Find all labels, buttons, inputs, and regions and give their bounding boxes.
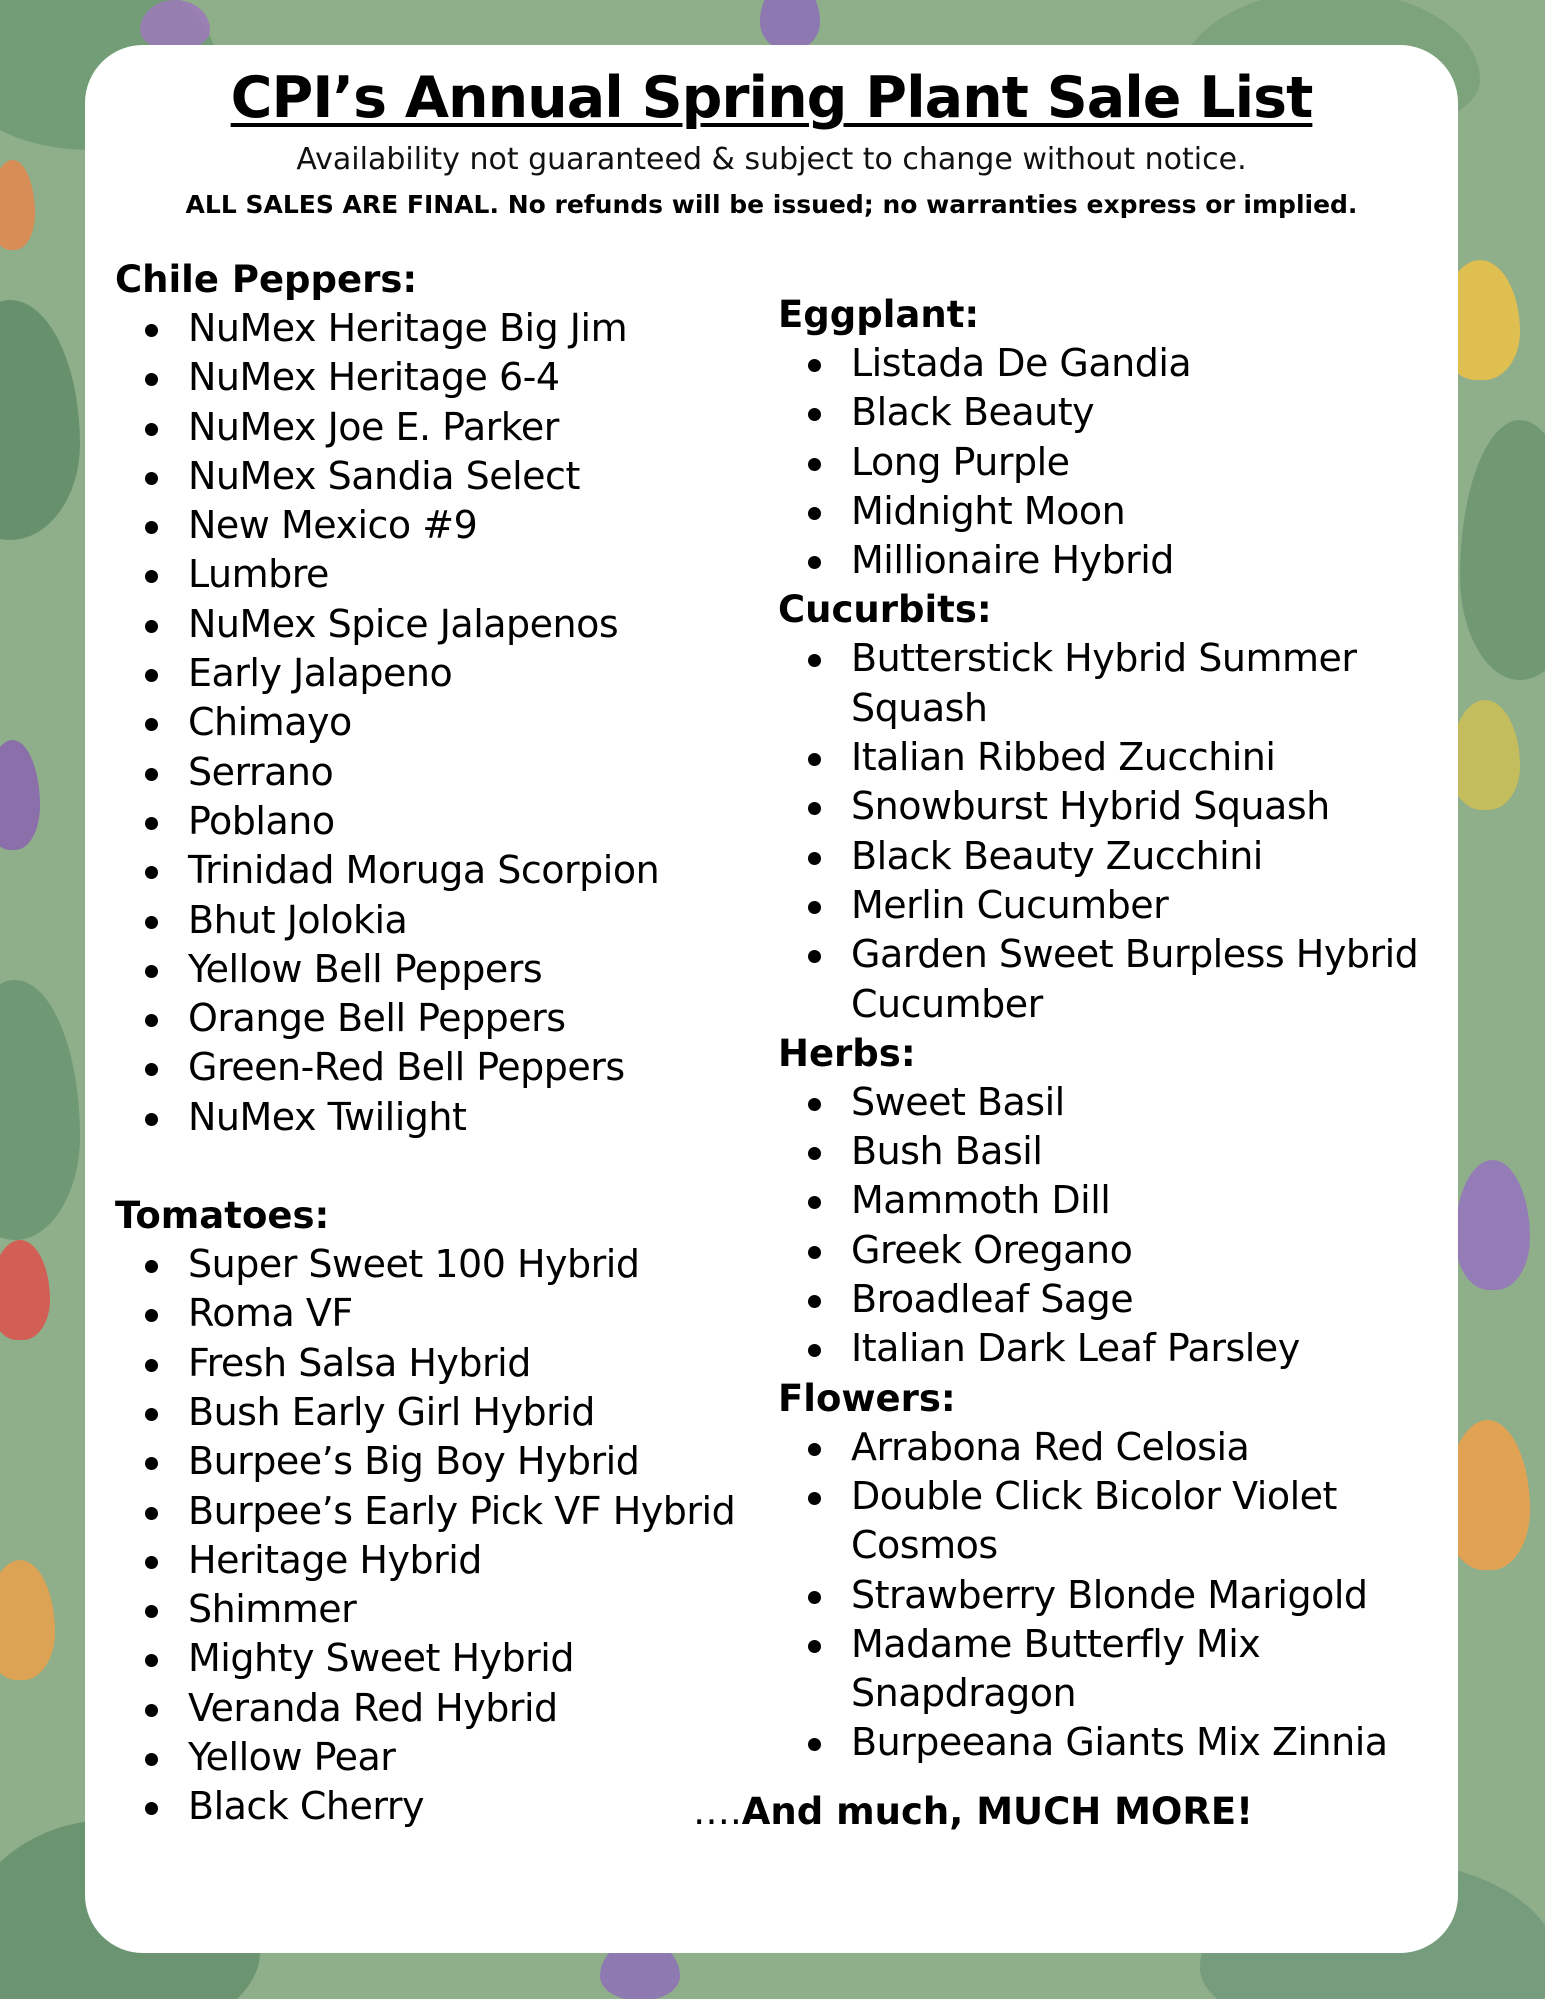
category-heading-chile-peppers: Chile Peppers: <box>115 258 418 301</box>
bullet-dot-icon <box>808 1147 821 1160</box>
list-item <box>778 1718 1448 1767</box>
list-item-label: Bhut Jolokia <box>188 897 408 942</box>
list-item-label: Arrabona Red Celosia <box>851 1424 1250 1469</box>
list-item <box>778 881 1448 930</box>
list-item-label: Black Cherry <box>188 1784 424 1829</box>
bullet-dot-icon <box>145 373 158 386</box>
list-item <box>115 353 755 402</box>
bullet-dot-icon <box>808 654 821 667</box>
bullet-dot-icon <box>145 1260 158 1273</box>
list-item <box>778 930 1448 1029</box>
list-item <box>115 1733 755 1782</box>
list-item <box>115 797 755 846</box>
list-item <box>778 339 1448 388</box>
list-item <box>778 1324 1448 1373</box>
bullet-dot-icon <box>145 521 158 534</box>
list-item-label: NuMex Heritage 6-4 <box>188 355 560 400</box>
list-item-label: Lumbre <box>188 552 329 597</box>
leaf-shape <box>0 300 80 540</box>
list-item-label: Yellow Pear <box>188 1735 396 1780</box>
left-column <box>115 255 755 1832</box>
bullet-dot-icon <box>808 1443 821 1456</box>
list-item-label: Bush Basil <box>851 1129 1043 1174</box>
bullet-dot-icon <box>808 1640 821 1653</box>
list-item <box>778 536 1448 585</box>
pepper-shape <box>0 160 35 250</box>
bullet-dot-icon <box>145 620 158 633</box>
list-item-label: Green-Red Bell Peppers <box>188 1045 625 1090</box>
list-item-label: Black Beauty Zucchini <box>851 833 1263 878</box>
category-heading-eggplant: Eggplant: <box>778 293 980 336</box>
right-column <box>778 290 1448 1768</box>
list-item-label: Strawberry Blonde Marigold <box>851 1572 1368 1617</box>
bullet-dot-icon <box>145 916 158 929</box>
leaf-shape <box>1460 420 1545 680</box>
category-heading-flowers: Flowers: <box>778 1376 956 1420</box>
list-item-label: NuMex Spice Jalapenos <box>188 601 619 646</box>
list-item-label: Double Click Bicolor Violet Cosmos <box>851 1473 1337 1568</box>
list-item <box>778 1078 1448 1127</box>
list-item-label: Italian Ribbed Zucchini <box>851 735 1276 780</box>
list-item <box>115 1240 755 1289</box>
list-item-label: Sweet Basil <box>851 1079 1065 1124</box>
list-item <box>778 1472 1448 1571</box>
spacer <box>115 1142 755 1191</box>
list-item <box>778 1275 1448 1324</box>
list-item <box>115 550 755 599</box>
list-item-label: Burpeeana Giants Mix Zinnia <box>851 1720 1388 1765</box>
list-item <box>115 1634 755 1683</box>
list-item <box>778 1620 1448 1719</box>
list-item-label: Burpee’s Big Boy Hybrid <box>188 1439 640 1484</box>
list-item-label: Super Sweet 100 Hybrid <box>188 1242 640 1287</box>
leaf-shape <box>0 980 80 1240</box>
list-item <box>778 388 1448 437</box>
pepper-shape <box>140 0 210 50</box>
list-item <box>778 1127 1448 1176</box>
cucurbits-list <box>778 634 1448 1028</box>
bullet-dot-icon <box>145 1507 158 1520</box>
bullet-dot-icon <box>808 507 821 520</box>
list-item-label: Merlin Cucumber <box>851 882 1169 927</box>
list-item <box>115 994 755 1043</box>
list-item <box>115 896 755 945</box>
bullet-dot-icon <box>145 1704 158 1717</box>
list-item <box>115 846 755 895</box>
list-item-label: Midnight Moon <box>851 488 1126 533</box>
pepper-shape <box>760 0 820 50</box>
bullet-dot-icon <box>808 950 821 963</box>
list-item <box>115 452 755 501</box>
bullet-dot-icon <box>808 1196 821 1209</box>
list-item-label: Serrano <box>188 749 334 794</box>
list-item <box>778 1176 1448 1225</box>
much-more-prefix: …. <box>693 1790 742 1833</box>
list-item <box>115 1437 755 1486</box>
list-item <box>115 1339 755 1388</box>
list-item-label: Italian Dark Leaf Parsley <box>851 1326 1300 1371</box>
bullet-dot-icon <box>145 1309 158 1322</box>
bullet-dot-icon <box>145 472 158 485</box>
list-item <box>778 487 1448 536</box>
list-item <box>115 649 755 698</box>
flowers-list <box>778 1423 1448 1768</box>
bullet-dot-icon <box>145 1359 158 1372</box>
list-item-label: Burpee’s Early Pick VF Hybrid <box>188 1488 736 1533</box>
list-item <box>115 1043 755 1092</box>
list-item-label: Millionaire Hybrid <box>851 538 1174 583</box>
list-item <box>778 634 1448 733</box>
list-item-label: Heritage Hybrid <box>188 1537 482 1582</box>
list-item-label: Fresh Salsa Hybrid <box>188 1340 531 1385</box>
list-item-label: Early Jalapeno <box>188 651 453 696</box>
list-item <box>778 1423 1448 1472</box>
bullet-dot-icon <box>145 965 158 978</box>
bullet-dot-icon <box>145 324 158 337</box>
category-heading-cucurbits: Cucurbits: <box>778 588 992 632</box>
bullet-dot-icon <box>808 753 821 766</box>
list-item-label: NuMex Joe E. Parker <box>188 404 559 449</box>
list-item-label: Bush Early Girl Hybrid <box>188 1389 595 1434</box>
herbs-list <box>778 1078 1448 1374</box>
list-item <box>115 1684 755 1733</box>
bullet-dot-icon <box>145 1063 158 1076</box>
list-item-label: Orange Bell Peppers <box>188 996 566 1041</box>
pepper-shape <box>0 740 40 850</box>
tomatoes-list <box>115 1240 755 1832</box>
list-item-label: Mammoth Dill <box>851 1178 1111 1223</box>
bullet-dot-icon <box>808 1344 821 1357</box>
bullet-dot-icon <box>808 802 821 815</box>
list-item-label: Butterstick Hybrid Summer Squash <box>851 636 1357 730</box>
bullet-dot-icon <box>145 570 158 583</box>
bullet-dot-icon <box>145 768 158 781</box>
much-more-text: And much, MUCH MORE! <box>741 1790 1253 1833</box>
list-item-label: Black Beauty <box>851 390 1095 435</box>
list-item <box>778 782 1448 831</box>
availability-note: Availability not guaranteed & subject to change without notice. <box>296 142 1247 177</box>
list-item <box>115 1487 755 1536</box>
list-item-label: Veranda Red Hybrid <box>188 1685 558 1730</box>
list-item <box>115 1289 755 1338</box>
sale-list-card <box>85 45 1458 1953</box>
list-item <box>778 832 1448 881</box>
bullet-dot-icon <box>145 1556 158 1569</box>
bullet-dot-icon <box>145 1408 158 1421</box>
bullet-dot-icon <box>145 1654 158 1667</box>
list-item-label: Roma VF <box>188 1291 353 1336</box>
list-item <box>115 304 755 353</box>
list-item-label: Broadleaf Sage <box>851 1277 1134 1322</box>
bullet-dot-icon <box>808 359 821 372</box>
list-item <box>778 438 1448 487</box>
list-item-label: NuMex Heritage Big Jim <box>188 306 628 350</box>
list-item <box>115 945 755 994</box>
list-item-label: NuMex Sandia Select <box>188 453 580 498</box>
bullet-dot-icon <box>808 1492 821 1505</box>
list-item <box>115 1388 755 1437</box>
bullet-dot-icon <box>808 1098 821 1111</box>
list-item-label: Madame Butterfly Mix Snapdragon <box>851 1621 1261 1716</box>
bullet-dot-icon <box>808 458 821 471</box>
pepper-shape <box>0 1240 50 1340</box>
bullet-dot-icon <box>145 866 158 879</box>
list-item <box>115 1093 755 1142</box>
list-item <box>115 1536 755 1585</box>
list-item-label: Garden Sweet Burpless Hybrid Cucumber <box>851 932 1419 1026</box>
chile-peppers-list <box>115 304 755 1142</box>
list-item <box>115 748 755 797</box>
list-item <box>115 501 755 550</box>
bullet-dot-icon <box>145 1457 158 1470</box>
list-item <box>115 698 755 747</box>
page-title: CPI’s Annual Spring Plant Sale List <box>230 65 1313 131</box>
bullet-dot-icon <box>145 817 158 830</box>
bullet-dot-icon <box>808 1738 821 1751</box>
bullet-dot-icon <box>808 1591 821 1604</box>
list-item <box>778 733 1448 782</box>
bullet-dot-icon <box>145 1113 158 1126</box>
list-item <box>115 403 755 452</box>
list-item-label: Greek Oregano <box>851 1227 1133 1272</box>
bullet-dot-icon <box>145 1605 158 1618</box>
bullet-dot-icon <box>808 852 821 865</box>
list-item <box>778 1226 1448 1275</box>
list-item-label: Trinidad Moruga Scorpion <box>188 848 660 893</box>
pepper-shape <box>1450 700 1520 810</box>
bullet-dot-icon <box>145 1753 158 1766</box>
pepper-shape <box>1455 1160 1530 1290</box>
category-heading-tomatoes: Tomatoes: <box>115 1194 330 1238</box>
sales-disclaimer: ALL SALES ARE FINAL. No refunds will be issued; no warranties express or implied. <box>185 190 1358 219</box>
list-item-label: Long Purple <box>851 439 1070 484</box>
bullet-dot-icon <box>145 1802 158 1815</box>
list-item <box>778 1571 1448 1620</box>
list-item-label: Snowburst Hybrid Squash <box>851 784 1330 829</box>
list-item-label: Listada De Gandia <box>851 341 1192 385</box>
eggplant-list <box>778 339 1448 585</box>
list-item-label: NuMex Twilight <box>188 1094 467 1139</box>
list-item <box>115 600 755 649</box>
list-item-label: Shimmer <box>188 1587 357 1632</box>
list-item-label: Chimayo <box>188 700 352 745</box>
list-item <box>115 1782 755 1831</box>
pepper-shape <box>0 1560 55 1680</box>
bullet-dot-icon <box>808 1295 821 1308</box>
bullet-dot-icon <box>808 556 821 569</box>
list-item <box>115 1585 755 1634</box>
bullet-dot-icon <box>145 718 158 731</box>
bullet-dot-icon <box>145 423 158 436</box>
much-more-note <box>693 1790 1253 1833</box>
bullet-dot-icon <box>808 1246 821 1259</box>
bullet-dot-icon <box>145 1014 158 1027</box>
bullet-dot-icon <box>808 408 821 421</box>
bullet-dot-icon <box>145 669 158 682</box>
bullet-dot-icon <box>808 901 821 914</box>
list-item-label: New Mexico #9 <box>188 503 478 548</box>
list-item-label: Mighty Sweet Hybrid <box>188 1636 574 1681</box>
list-item-label: Yellow Bell Peppers <box>188 946 543 991</box>
category-heading-herbs: Herbs: <box>778 1031 916 1075</box>
list-item-label: Poblano <box>188 798 335 843</box>
